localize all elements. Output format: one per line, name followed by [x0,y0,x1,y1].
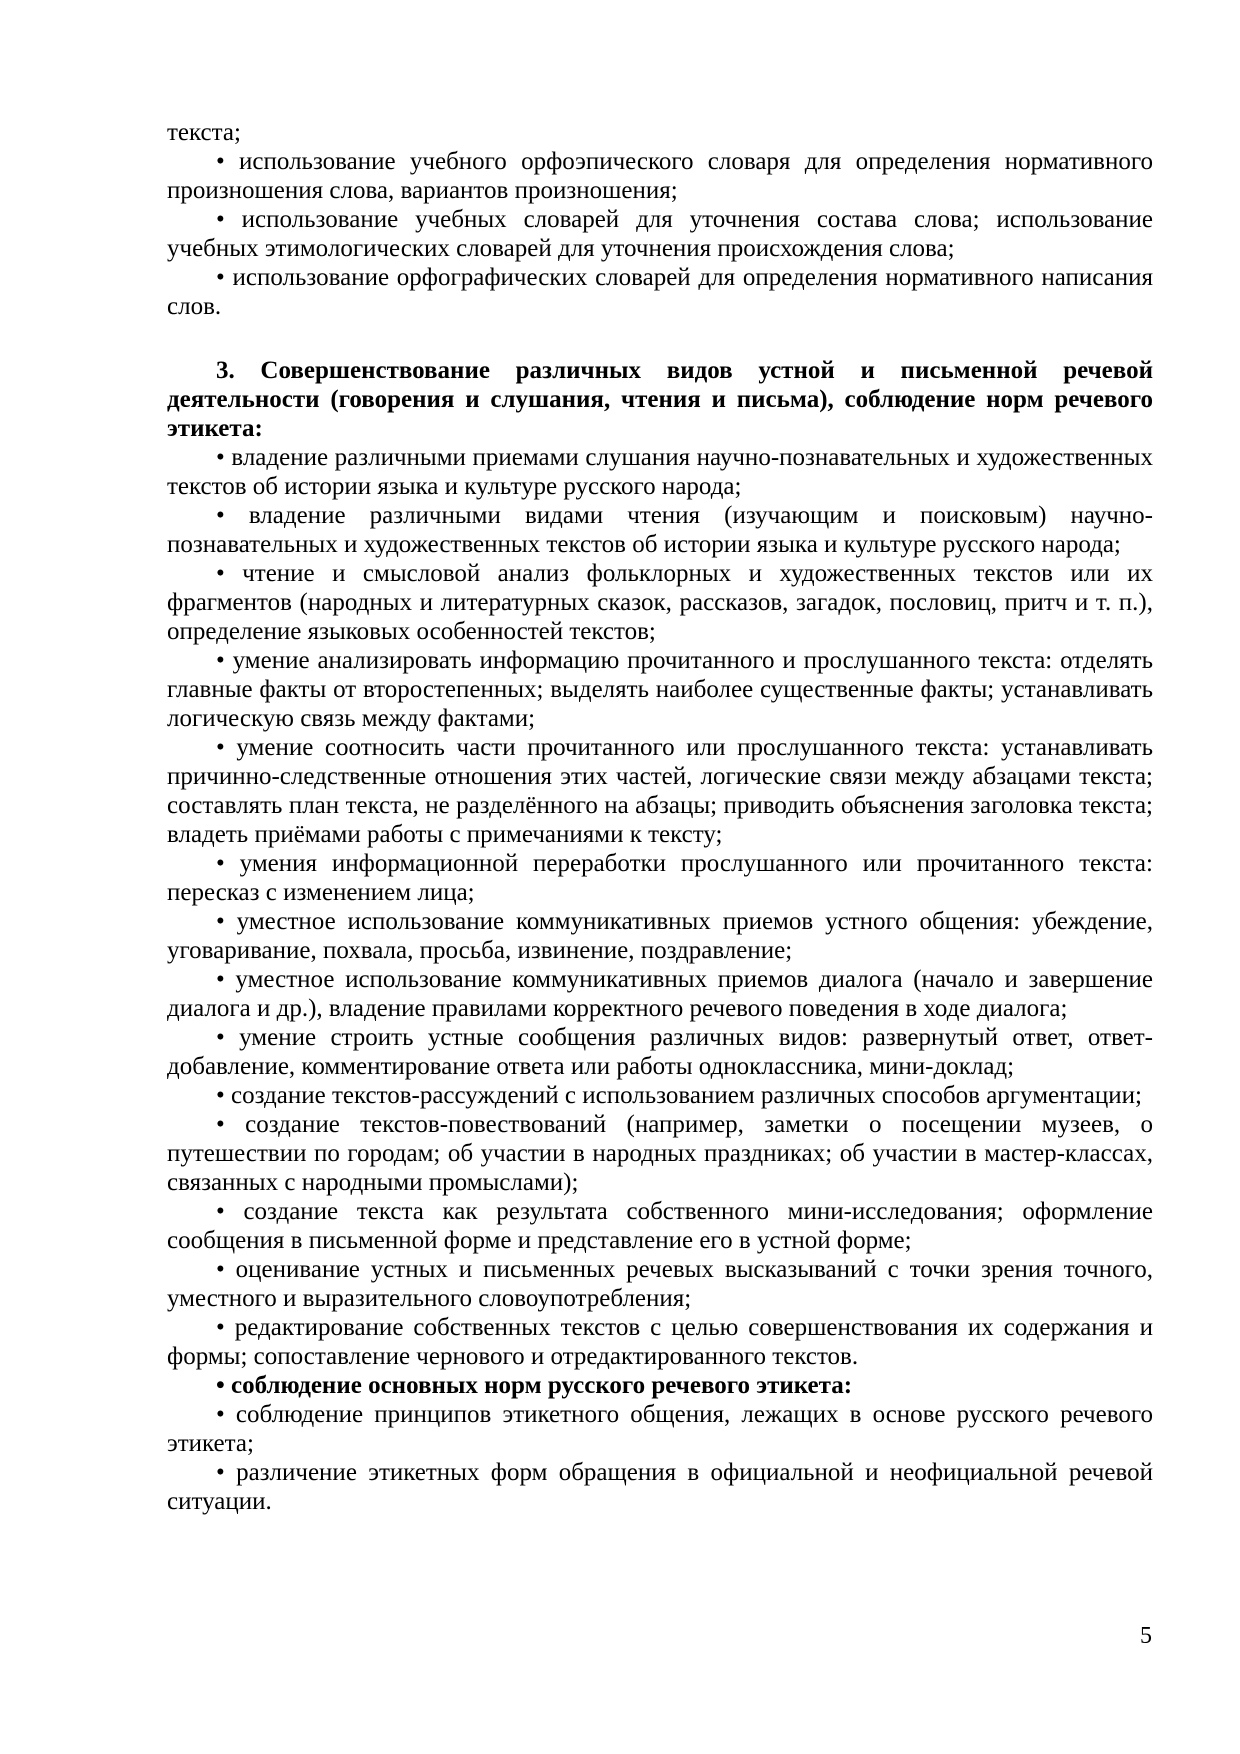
bullet-icon: • [216,502,249,529]
bullet-item [167,1110,1153,1197]
bullet-item [167,965,1153,1023]
bullet-item [167,1400,1153,1458]
bullet-item [167,1371,1153,1400]
bullet-item [167,907,1153,965]
bullet-item [167,733,1153,849]
bullet-icon: • [216,206,242,233]
bullet-icon: • [216,560,243,587]
bullet-icon: • [216,734,237,761]
bullet-text: умение анализировать информацию прочитанного и прослушанного текста: отделять главные факты от второстепенных; выделять наиболее существенные факты; устанавливать логическую связь между фактами; [167,647,1153,732]
bullet-text: редактирование собственных текстов с целью совершенствования их содержания и формы; сопоставление чернового и отредактированного текстов. [167,1314,1153,1370]
bullet-icon: • [216,1111,246,1138]
bullet-text: соблюдение основных норм русского речевого этикета: [231,1372,853,1399]
bullet-text: создание текстов-рассуждений с использованием различных способов аргументации; [231,1082,1142,1109]
bullet-item [167,1023,1153,1081]
paragraph-continuation: текста; [167,119,241,146]
bullet-text: использование орфографических словарей для определения нормативного написания слов. [167,264,1153,320]
bullet-icon: • [216,1314,235,1341]
bullet-text: умение строить устные сообщения различных видов: развернутый ответ, ответ-добавление, комментирование ответа или работы одноклассника, мини-доклад; [167,1024,1153,1080]
bullet-item [167,646,1153,733]
bullet-item [167,147,1153,205]
bullet-icon: • [216,850,240,877]
bullet-item [167,1081,1153,1110]
bullet-text: создание текста как результата собственного мини-исследования; оформление сообщения в письменной форме и представление его в устной форме; [167,1198,1153,1254]
bullet-icon: • [216,1459,237,1486]
bullet-icon: • [216,1372,232,1399]
document-body [167,118,1153,1516]
bullet-text: чтение и смысловой анализ фольклорных и художественных текстов или их фрагментов (народных и литературных сказок, рассказов, загадок, пословиц, притч и т. п.), определение языковых особенностей текстов; [167,560,1153,645]
bullet-text: владение различными видами чтения (изучающим и поисковым) научно-познавательных и художественных текстов об истории языка и культуре русского народа; [167,502,1153,558]
bullet-icon: • [216,1256,236,1283]
bullet-icon: • [216,647,233,674]
page-number: 5 [1140,1623,1152,1649]
bullet-text: владение различными приемами слушания научно-познавательных и художественных текстов об истории языка и культуре русского народа; [167,444,1153,500]
bullet-text: умения информационной переработки прослушанного или прочитанного текста: пересказ с изменением лица; [167,850,1153,906]
bullet-text: оценивание устных и письменных речевых высказываний с точки зрения точного, уместного и выразительного словоупотребления; [167,1256,1153,1312]
bullet-text: соблюдение принципов этикетного общения, лежащих в основе русского речевого этикета; [167,1401,1153,1457]
bullet-text: различение этикетных форм обращения в официальной и неофициальной речевой ситуации. [167,1459,1153,1515]
bullet-text: использование учебных словарей для уточнения состава слова; использование учебных этимологических словарей для уточнения происхождения слова; [167,206,1153,262]
bullet-icon: • [216,966,236,993]
bullet-icon: • [216,444,232,471]
bullet-item [167,501,1153,559]
bullet-item [167,1458,1153,1516]
bullet-item [167,1313,1153,1371]
bullet-item [167,1255,1153,1313]
bullet-icon: • [216,1024,240,1051]
bullet-icon: • [216,1082,232,1109]
section-heading: 3. Совершенствование различных видов устной и письменной речевой деятельности (говорения и слушания, чтения и письма), соблюдение норм речевого этикета: [167,357,1153,442]
bullet-icon: • [216,148,240,175]
bullet-item [167,443,1153,501]
bullet-item [167,849,1153,907]
bullet-item [167,205,1153,263]
bullet-icon: • [216,264,233,291]
bullet-icon: • [216,1198,244,1225]
bullet-icon: • [216,1401,236,1428]
bullet-text: уместное использование коммуникативных приемов устного общения: убеждение, уговаривание, похвала, просьба, извинение, поздравление; [167,908,1153,964]
bullet-item [167,559,1153,646]
bullet-icon: • [216,908,237,935]
bullet-text: умение соотносить части прочитанного или прослушанного текста: устанавливать причинно-следственные отношения этих частей, логические связи между абзацами текста; составлять план текста, не разделённого на абзацы; приводить объяснения заголовка текста; владеть приёмами работы с примечаниями к тексту; [167,734,1153,848]
bullet-item [167,1197,1153,1255]
bullet-text: уместное использование коммуникативных приемов диалога (начало и завершение диалога и др.), владение правилами корректного речевого поведения в ходе диалога; [167,966,1153,1022]
bullet-text: использование учебного орфоэпического словаря для определения нормативного произношения слова, вариантов произношения; [167,148,1153,204]
bullet-text: создание текстов-повествований (например, заметки о посещении музеев, о путешествии по городам; об участии в народных праздниках; об участии в мастер-классах, связанных с народными промыслами); [167,1111,1153,1196]
bullet-item [167,263,1153,321]
